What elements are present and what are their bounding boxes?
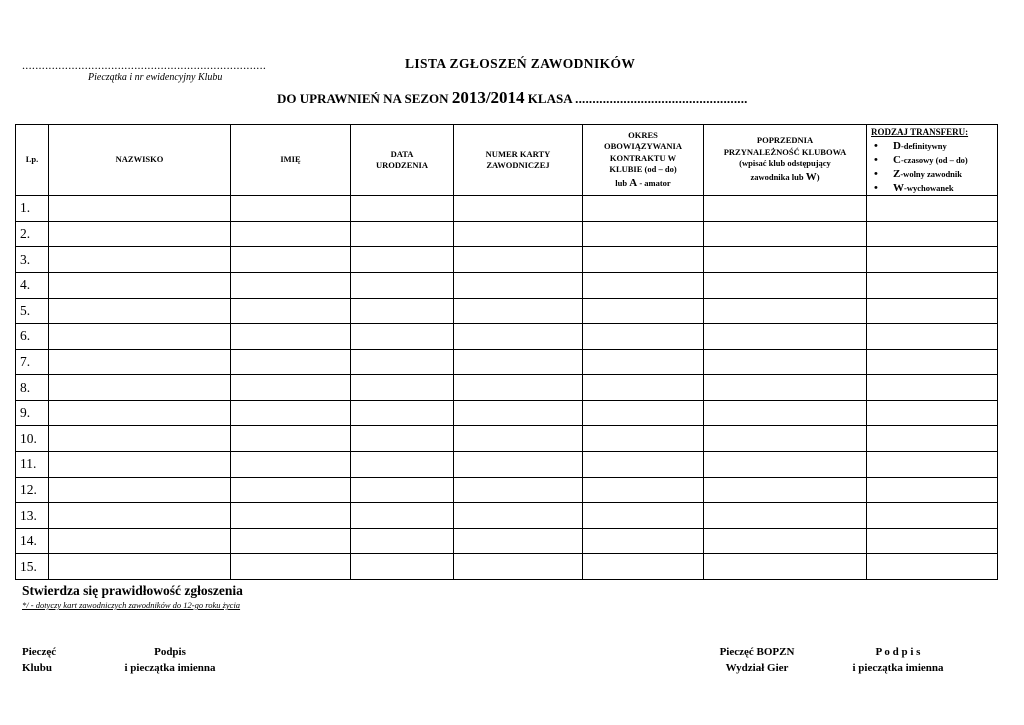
cell-imie[interactable] <box>231 375 351 401</box>
cell-okres[interactable] <box>583 554 704 580</box>
club-stamp-l1: Pieczęć <box>22 646 57 658</box>
cell-numer-karty[interactable] <box>454 528 583 554</box>
bopzn-stamp-signature <box>708 644 806 676</box>
table-row <box>16 452 998 478</box>
cell-poprzednia[interactable] <box>704 298 867 324</box>
pop-l2: PRZYNALEŻNOŚĆ KLUBOWA <box>723 146 847 157</box>
pop-l1: POPRZEDNIA <box>756 135 814 146</box>
cell-nazwisko[interactable] <box>49 324 231 350</box>
cell-nazwisko[interactable] <box>49 452 231 478</box>
cell-rodzaj-transferu[interactable] <box>867 452 998 478</box>
cell-numer-karty[interactable] <box>454 426 583 452</box>
cell-rodzaj-transferu[interactable] <box>867 426 998 452</box>
header-row <box>16 125 998 196</box>
table-row <box>16 196 998 222</box>
cell-data-urodzenia[interactable] <box>351 477 454 503</box>
table-row <box>16 247 998 273</box>
cell-imie[interactable] <box>231 349 351 375</box>
cell-numer-karty[interactable] <box>454 477 583 503</box>
cell-data-urodzenia[interactable] <box>351 426 454 452</box>
cell-okres[interactable] <box>583 298 704 324</box>
rodzaj-title: RODZAJ TRANSFERU: <box>871 127 969 137</box>
club-stamp-signature <box>22 644 56 676</box>
col-data-urodzenia <box>351 125 454 196</box>
subtitle-prefix: DO UPRAWNIEŃ NA SEZON <box>277 91 452 106</box>
transfer-letter: D <box>893 140 901 153</box>
col-nazwisko: NAZWISKO <box>49 125 231 196</box>
document-title: LISTA ZGŁOSZEŃ ZAWODNIKÓW <box>405 56 636 71</box>
cell-numer-karty[interactable] <box>454 196 583 222</box>
table-body <box>16 196 998 580</box>
cell-imie[interactable] <box>231 247 351 273</box>
cell-imie[interactable] <box>231 528 351 554</box>
cell-imie[interactable] <box>231 477 351 503</box>
okres-l2: OBOWIĄZYWANIA <box>604 141 682 152</box>
row-number: 6. <box>16 324 49 350</box>
row-number: 10. <box>16 426 49 452</box>
cell-rodzaj-transferu[interactable] <box>867 375 998 401</box>
cell-numer-karty[interactable] <box>454 503 583 529</box>
table-row <box>16 400 998 426</box>
cell-nazwisko[interactable] <box>49 298 231 324</box>
cell-imie[interactable] <box>231 272 351 298</box>
cell-poprzednia[interactable] <box>704 452 867 478</box>
cell-data-urodzenia[interactable] <box>351 375 454 401</box>
cell-data-urodzenia[interactable] <box>351 400 454 426</box>
pop-l3: (wpisać klub odstępujący <box>739 158 831 169</box>
table-row <box>16 554 998 580</box>
col-imie: IMIĘ <box>231 125 351 196</box>
transfer-text: -definitywny <box>900 141 947 152</box>
row-number: 7. <box>16 349 49 375</box>
row-number: 4. <box>16 272 49 298</box>
cell-poprzednia[interactable] <box>704 426 867 452</box>
row-number: 12. <box>16 477 49 503</box>
row-number: 8. <box>16 375 49 401</box>
cell-nazwisko[interactable] <box>49 503 231 529</box>
cell-numer-karty[interactable] <box>454 400 583 426</box>
transfer-text: -czasowy (od – do) <box>900 155 968 166</box>
cell-nazwisko[interactable] <box>49 477 231 503</box>
transfer-letter: C <box>893 154 901 167</box>
cell-numer-karty[interactable] <box>454 324 583 350</box>
cell-rodzaj-transferu[interactable] <box>867 400 998 426</box>
cell-okres[interactable] <box>583 272 704 298</box>
cell-imie[interactable] <box>231 324 351 350</box>
bopzn-sign-l1: P o d p i s <box>875 646 921 658</box>
table-row <box>16 272 998 298</box>
cell-nazwisko[interactable] <box>49 528 231 554</box>
row-number: 1. <box>16 196 49 222</box>
club-sign-l2: i pieczątka imienna <box>124 662 216 674</box>
cell-poprzednia[interactable] <box>704 554 867 580</box>
cell-okres[interactable] <box>583 452 704 478</box>
cell-rodzaj-transferu[interactable] <box>867 349 998 375</box>
cell-okres[interactable] <box>583 324 704 350</box>
cell-numer-karty[interactable] <box>454 298 583 324</box>
cell-imie[interactable] <box>231 452 351 478</box>
cell-poprzednia[interactable] <box>704 221 867 247</box>
okres-l5c: - amator <box>637 177 671 188</box>
col-numer-karty <box>454 125 583 196</box>
cell-numer-karty[interactable] <box>454 554 583 580</box>
cell-poprzednia[interactable] <box>704 324 867 350</box>
okres-l3: KONTRAKTU W <box>609 152 677 163</box>
transfer-type-list <box>871 139 997 195</box>
row-number: 11. <box>16 452 49 478</box>
cell-data-urodzenia[interactable] <box>351 196 454 222</box>
cell-nazwisko[interactable] <box>49 375 231 401</box>
cell-nazwisko[interactable] <box>49 554 231 580</box>
club-stamp-l2: Klubu <box>22 662 52 674</box>
cell-data-urodzenia[interactable] <box>351 528 454 554</box>
table-row <box>16 375 998 401</box>
row-number: 3. <box>16 247 49 273</box>
okres-l4: KLUBIE (od – do) <box>609 164 677 175</box>
cell-data-urodzenia[interactable] <box>351 298 454 324</box>
cell-rodzaj-transferu[interactable] <box>867 196 998 222</box>
bopzn-l1: Pieczęć BOPZN <box>719 646 795 658</box>
row-number: 2. <box>16 221 49 247</box>
cell-okres[interactable] <box>583 477 704 503</box>
cell-nazwisko[interactable] <box>49 426 231 452</box>
transfer-text: -wolny zawodnik <box>900 169 962 180</box>
cell-okres[interactable] <box>583 196 704 222</box>
cell-okres[interactable] <box>583 375 704 401</box>
col-rodzaj-transferu <box>867 125 998 196</box>
cell-rodzaj-transferu[interactable] <box>867 298 998 324</box>
transfer-type-item <box>871 139 997 153</box>
cell-okres[interactable] <box>583 426 704 452</box>
transfer-type-item <box>871 181 997 195</box>
cell-data-urodzenia[interactable] <box>351 349 454 375</box>
cell-rodzaj-transferu[interactable] <box>867 247 998 273</box>
cell-numer-karty[interactable] <box>454 349 583 375</box>
table-row <box>16 528 998 554</box>
cell-imie[interactable] <box>231 221 351 247</box>
cell-numer-karty[interactable] <box>454 247 583 273</box>
document-subtitle <box>277 88 748 108</box>
cell-okres[interactable] <box>583 528 704 554</box>
season: 2013/2014 <box>451 88 525 107</box>
cell-rodzaj-transferu[interactable] <box>867 221 998 247</box>
cell-numer-karty[interactable] <box>454 452 583 478</box>
table-row <box>16 221 998 247</box>
cell-rodzaj-transferu[interactable] <box>867 272 998 298</box>
table-row <box>16 477 998 503</box>
transfer-letter: Z <box>893 168 901 181</box>
club-stamp-line: .......................................................................... <box>22 58 267 72</box>
cell-nazwisko[interactable] <box>49 196 231 222</box>
table-row <box>16 349 998 375</box>
cell-data-urodzenia[interactable] <box>351 452 454 478</box>
row-number: 13. <box>16 503 49 529</box>
table-row <box>16 324 998 350</box>
cell-okres[interactable] <box>583 247 704 273</box>
table-row <box>16 426 998 452</box>
cell-okres[interactable] <box>583 400 704 426</box>
cell-okres[interactable] <box>583 221 704 247</box>
row-number: 5. <box>16 298 49 324</box>
bopzn-l2: Wydział Gier <box>725 662 789 674</box>
row-number: 14. <box>16 528 49 554</box>
cell-data-urodzenia[interactable] <box>351 554 454 580</box>
cell-nazwisko[interactable] <box>49 221 231 247</box>
okres-l5a: lub <box>615 177 630 188</box>
okres-l1: OKRES <box>628 129 658 140</box>
bopzn-sign-l2: i pieczątka imienna <box>852 662 944 674</box>
cell-numer-karty[interactable] <box>454 375 583 401</box>
col-lp: Lp. <box>16 125 49 196</box>
cell-nazwisko[interactable] <box>49 272 231 298</box>
cell-nazwisko[interactable] <box>49 247 231 273</box>
cell-poprzednia[interactable] <box>704 349 867 375</box>
cell-okres[interactable] <box>583 349 704 375</box>
cell-numer-karty[interactable] <box>454 272 583 298</box>
cell-poprzednia[interactable] <box>704 375 867 401</box>
transfer-text: -wychowanek <box>904 183 954 194</box>
club-stamp-label: Pieczątka i nr ewidencyjny Klubu <box>88 72 223 83</box>
pop-l4a: zawodnika lub <box>750 171 806 182</box>
transfer-type-item <box>871 153 997 167</box>
cell-imie[interactable] <box>231 503 351 529</box>
row-number: 15. <box>16 554 49 580</box>
cell-numer-karty[interactable] <box>454 221 583 247</box>
cell-poprzednia[interactable] <box>704 503 867 529</box>
klasa-field[interactable]: .................................................. <box>575 91 748 106</box>
bopzn-sign-signature <box>838 644 958 676</box>
cell-data-urodzenia[interactable] <box>351 247 454 273</box>
okres-l5b: A <box>629 176 638 189</box>
cell-poprzednia[interactable] <box>704 400 867 426</box>
cell-imie[interactable] <box>231 426 351 452</box>
karta-l2: ZAWODNICZEJ <box>486 160 550 171</box>
cell-poprzednia[interactable] <box>704 528 867 554</box>
cell-rodzaj-transferu[interactable] <box>867 503 998 529</box>
cell-rodzaj-transferu[interactable] <box>867 528 998 554</box>
karta-l1: NUMER KARTY <box>485 148 551 159</box>
cell-poprzednia[interactable] <box>704 272 867 298</box>
cell-nazwisko[interactable] <box>49 400 231 426</box>
cell-imie[interactable] <box>231 400 351 426</box>
cell-rodzaj-transferu[interactable] <box>867 554 998 580</box>
club-sign-l1: Podpis <box>154 646 186 658</box>
pop-l4b: W <box>805 170 817 183</box>
cell-okres[interactable] <box>583 503 704 529</box>
cell-imie[interactable] <box>231 196 351 222</box>
cell-poprzednia[interactable] <box>704 196 867 222</box>
subtitle-klasa: KLASA <box>524 91 576 106</box>
data-l2: URODZENIA <box>376 160 428 171</box>
cell-data-urodzenia[interactable] <box>351 221 454 247</box>
cell-imie[interactable] <box>231 554 351 580</box>
confirmation-text: Stwierdza się prawidłowość zgłoszenia <box>22 583 243 598</box>
transfer-letter: W <box>893 182 904 195</box>
cell-data-urodzenia[interactable] <box>351 324 454 350</box>
col-poprzednia <box>704 125 867 196</box>
cell-data-urodzenia[interactable] <box>351 272 454 298</box>
players-table <box>15 124 998 580</box>
pop-l4c: ) <box>816 171 820 182</box>
club-sign-signature <box>110 644 230 676</box>
transfer-type-item <box>871 167 997 181</box>
footnote: */ - dotyczy kart zawodniczych zawodników do 12-go roku życia <box>22 600 241 610</box>
cell-rodzaj-transferu[interactable] <box>867 324 998 350</box>
table-row <box>16 503 998 529</box>
col-okres <box>583 125 704 196</box>
cell-imie[interactable] <box>231 298 351 324</box>
cell-data-urodzenia[interactable] <box>351 503 454 529</box>
cell-poprzednia[interactable] <box>704 477 867 503</box>
cell-rodzaj-transferu[interactable] <box>867 477 998 503</box>
table-row <box>16 298 998 324</box>
data-l1: DATA <box>390 148 414 159</box>
row-number: 9. <box>16 400 49 426</box>
cell-nazwisko[interactable] <box>49 349 231 375</box>
cell-poprzednia[interactable] <box>704 247 867 273</box>
